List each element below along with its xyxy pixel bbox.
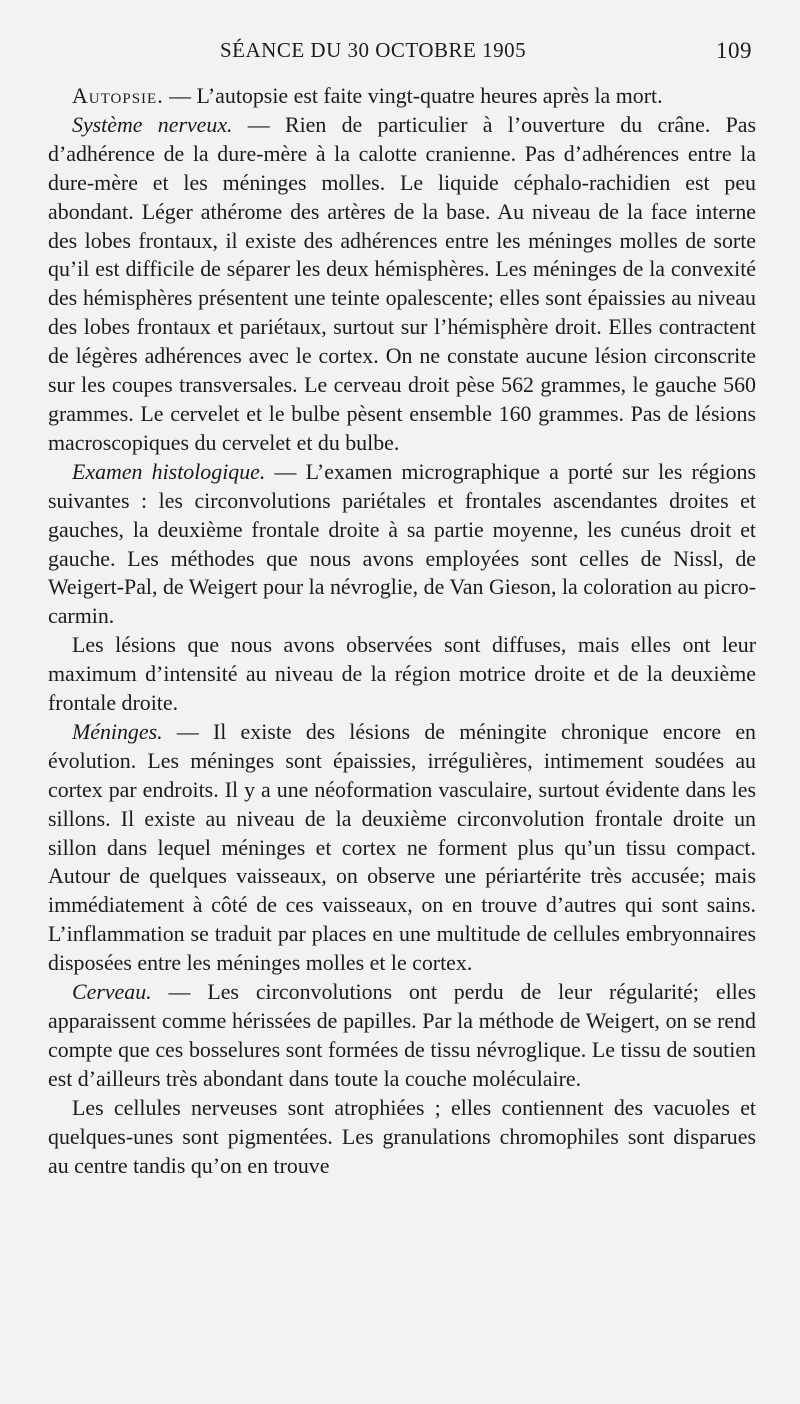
paragraph-lead: Système nerveux. [72, 111, 233, 137]
paragraph-lead: Autopsie. [72, 83, 164, 108]
paragraph-lead: Méninges. [72, 718, 163, 744]
running-header [48, 26, 756, 66]
paragraph-text: Les cellules nerveuses sont atrophiées ; elles contiennent des vacuoles et quelques-unes sont pigmentées. Les granulations chromophiles sont disparues au centre tandis qu’on en trouve [48, 1094, 756, 1178]
header-title: SÉANCE DU 30 OCTOBRE 1905 [220, 38, 527, 62]
paragraph-lead: Cerveau. [72, 979, 152, 1005]
paragraph-text: — Il existe des lésions de méningite chronique encore en évolution. Les méninges sont épaissies, irrégulières, intimement soudées au cortex par endroits. Il y a une néoformation vasculaire, surtout évidente dans les sillons. Il existe au niveau de la deuxième circonvolution frontale droite un sillon dans lequel méninges et cortex ne forment plus qu’un tissu compact. Autour de quelques vaisseaux, on observe une périartérite très accusée; mais immédiatement à côté de ces vaisseaux, on en trouve d’autres qui sont sains. L’inflammation se traduit par places en une multitude de cellules embryonnaires disposées entre les méninges molles et le cortex. [48, 718, 756, 976]
body-text [48, 82, 756, 1180]
paragraph-meninges [48, 718, 756, 978]
page-number: 109 [716, 38, 752, 63]
paragraph-text: — L’autopsie est faite vingt-quatre heures après la mort. [163, 83, 663, 108]
paragraph-lesions [48, 631, 756, 718]
paragraph-text: — L’examen micrographique a porté sur les régions suivantes : les circonvolutions pariétales et frontales ascendantes droites et gauches, la deuxième frontale droite à sa partie moyenne, les cunéus droit et gauche. Les méthodes que nous avons employées sont celles de Nissl, de Weigert-Pal, de Weigert pour la névroglie, de Van Gieson, la coloration au picro-carmin. [48, 458, 756, 629]
paragraph-text: — Rien de particulier à l’ouverture du crâne. Pas d’adhérence de la dure-mère à la calotte cranienne. Pas d’adhérences entre la dure-mère et les méninges molles. Le liquide céphalo-rachidien est peu abondant. Léger athérome des artères de la base. Au niveau de la face interne des lobes frontaux, il existe des adhérences entre les méninges molles de sorte qu’il est difficile de séparer les deux hémisphères. Les méninges de la convexité des hémisphères présentent une teinte opalescente; elles sont épaissies au niveau des lobes frontaux et pariétaux, surtout sur l’hémisphère droit. Elles contractent de légères adhérences avec le cortex. On ne constate aucune lésion circonscrite sur les coupes transversales. Le cerveau droit pèse 562 grammes, le gauche 560 grammes. Le cervelet et le bulbe pèsent ensemble 160 grammes. Pas de lésions macroscopiques du cervelet et du bulbe. [48, 111, 756, 455]
paragraph-examen-histologique [48, 458, 756, 631]
paragraph-text: Les lésions que nous avons observées sont diffuses, mais elles ont leur maximum d’intensité au niveau de la région motrice droite et de la deuxième frontale droite. [48, 632, 756, 716]
paragraph-text: — Les circonvolutions ont perdu de leur régularité; elles apparaissent comme hérissées de papilles. Par la méthode de Weigert, on se rend compte que ces bosselures sont formées de tissu névroglique. Le tissu de soutien est d’ailleurs très abondant dans toute la couche moléculaire. [48, 979, 756, 1091]
paragraph-cellules [48, 1094, 756, 1181]
paragraph-cerveau [48, 978, 756, 1094]
paragraph-lead: Examen histologique. [72, 458, 266, 484]
paragraph-systeme-nerveux [48, 111, 756, 458]
paragraph-autopsie [48, 82, 756, 111]
